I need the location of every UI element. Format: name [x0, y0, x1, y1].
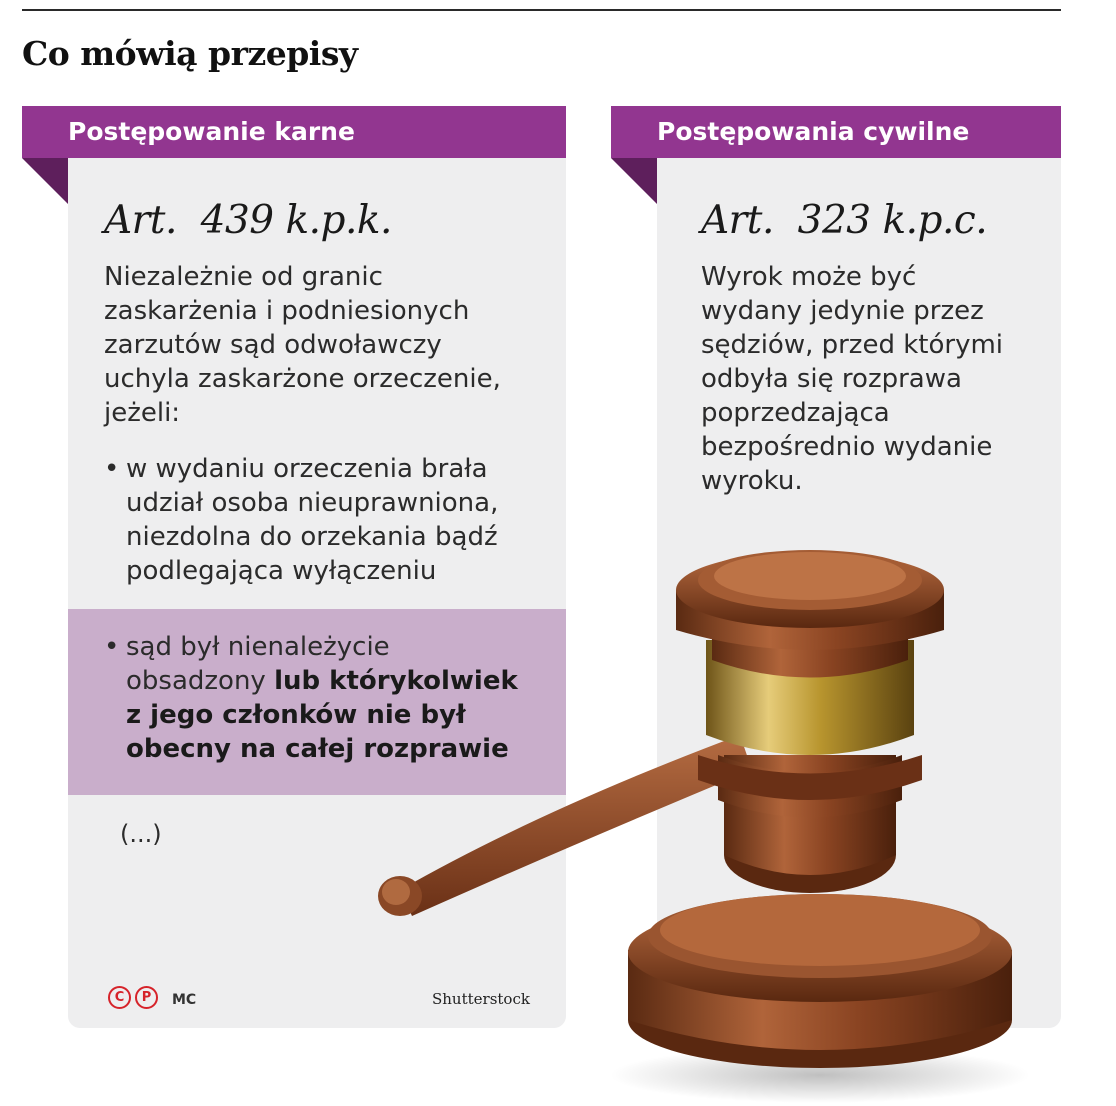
ribbon-fold [611, 158, 657, 204]
bullet-dot: • [104, 454, 120, 484]
text-line: poprzedzająca [701, 398, 890, 428]
text-line: sąd był nienależycie [126, 632, 390, 662]
text-bold: obecny na całej rozprawie [126, 734, 509, 764]
text-line: Wyrok może być [701, 262, 917, 292]
text-bold: lub którykolwiek [274, 666, 518, 696]
article-title: Art. 439 k.p.k. [104, 198, 392, 243]
copyright-logo [108, 986, 158, 1009]
intro-text [104, 260, 501, 430]
text-line: odbyła się rozprawa [701, 364, 962, 394]
bullet-dot: • [104, 632, 120, 662]
text-line: niezdolna do orzekania bądź [126, 522, 498, 552]
top-rule [22, 9, 1061, 11]
gavel-illustration [360, 520, 1100, 1106]
text-line: podlegająca wyłączeniu [126, 556, 437, 586]
text-line: wydany jedynie przez [701, 296, 984, 326]
tab-civil-header: Postępowania cywilne [611, 106, 1061, 158]
author-credit: MC [172, 992, 197, 1008]
text-line: udział osoba nieuprawniona, [126, 488, 499, 518]
sound-block [628, 894, 1012, 1068]
text-line: wyroku. [701, 466, 803, 496]
article-text [701, 260, 1003, 498]
image-source: Shutterstock [432, 990, 530, 1008]
text-line: Niezależnie od granic [104, 262, 383, 292]
tab-criminal-header: Postępowanie karne [22, 106, 566, 158]
text-regular: obsadzony [126, 666, 275, 696]
copyright-c-icon: C [108, 986, 131, 1009]
text-line: zarzutów sąd odwoławczy [104, 330, 442, 360]
ellipsis: (...) [120, 820, 162, 848]
text-line: zaskarżenia i podniesionych [104, 296, 470, 326]
text-bold: z jego członków nie był [126, 700, 466, 730]
article-title: Art. 323 k.p.c. [701, 198, 988, 243]
copyright-p-icon: P [135, 986, 158, 1009]
gavel-handle [378, 735, 752, 916]
ribbon-fold [22, 158, 68, 204]
text-line: jeżeli: [104, 398, 181, 428]
text-line: w wydaniu orzeczenia brała [126, 454, 488, 484]
page-title: Co mówią przepisy [22, 34, 358, 73]
text-line: sędziów, przed którymi [701, 330, 1004, 360]
gavel-head [676, 550, 944, 893]
text-line: bezpośrednio wydanie [701, 432, 993, 462]
text-line: uchyla zaskarżone orzeczenie, [104, 364, 501, 394]
